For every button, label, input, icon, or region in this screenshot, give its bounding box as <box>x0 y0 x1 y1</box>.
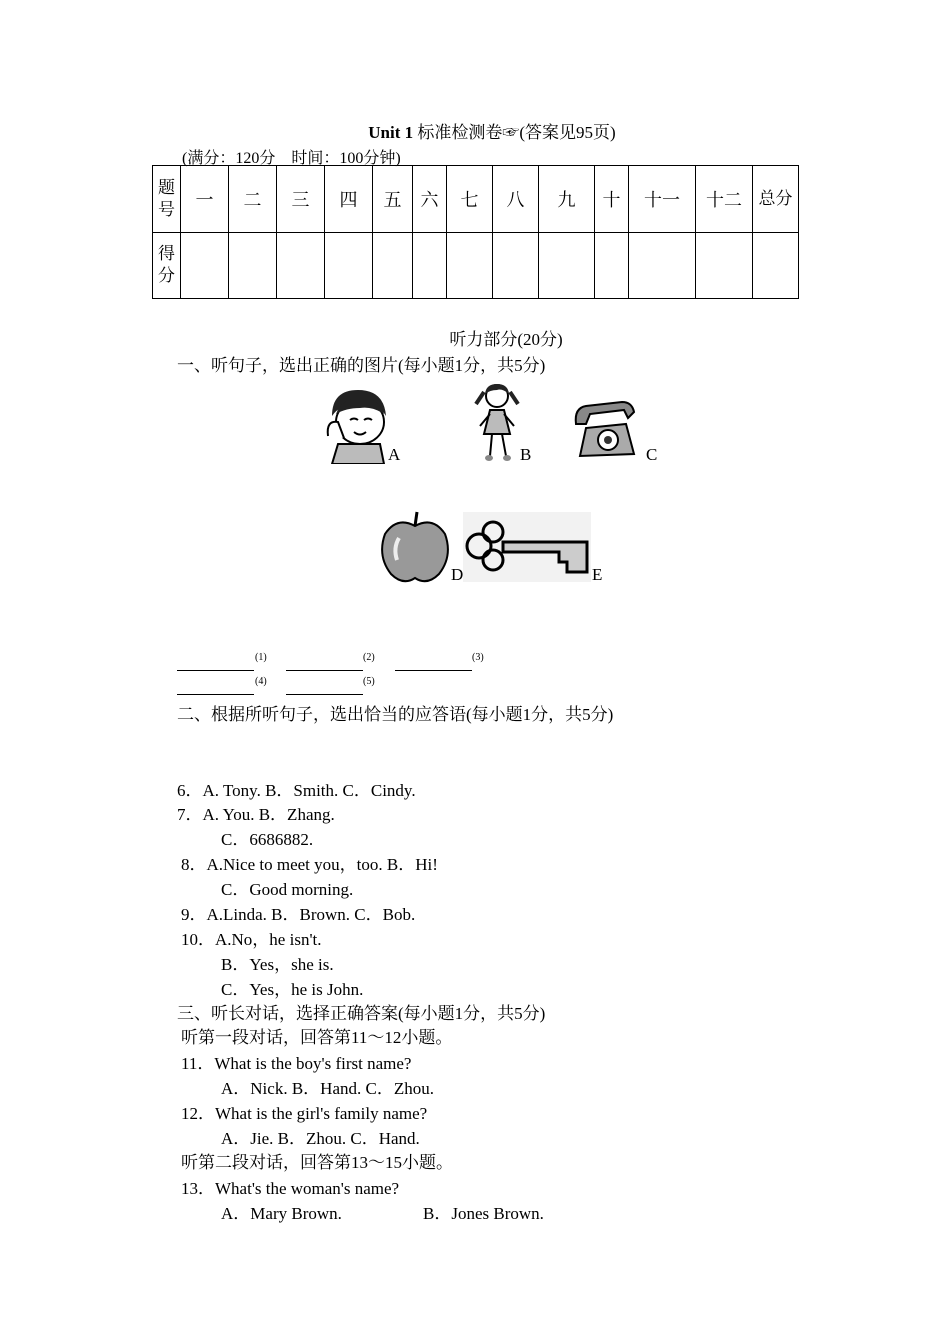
score-cell[interactable] <box>539 232 595 299</box>
question-8: 8．A.Nice to meet you，too. B．Hi! <box>181 855 438 874</box>
picture-a <box>322 386 394 469</box>
question-10-option-c: C．Yes，he is John. <box>221 980 364 999</box>
part3-heading: 三、听长对话，选择正确答案(每小题1分，共5分) <box>177 1004 546 1023</box>
blank-number: (2) <box>363 652 375 663</box>
answer-blank[interactable] <box>286 652 363 671</box>
score-table <box>152 165 799 299</box>
dialogue-2-instruction: 听第二段对话，回答第13～15小题。 <box>181 1153 453 1172</box>
answer-blank[interactable] <box>286 676 363 695</box>
question-12: 12．What is the girl's family name? <box>181 1104 428 1123</box>
score-cell[interactable] <box>447 232 493 299</box>
girl-icon <box>472 382 522 464</box>
question-11-options: A．Nick. B．Hand. C．Zhou. <box>221 1079 434 1098</box>
part1-heading: 一、听句子，选出正确的图片(每小题1分，共5分) <box>177 356 546 375</box>
picture-d <box>377 508 453 589</box>
question-7: 7．A. You. B．Zhang. <box>177 805 335 824</box>
score-cell[interactable] <box>696 232 753 299</box>
picture-a-letter: A <box>388 445 401 464</box>
question-12-options: A．Jie. B．Zhou. C．Hand. <box>221 1129 420 1148</box>
col-header-total: 总分 <box>753 166 799 233</box>
telephone-icon <box>572 398 640 460</box>
col-header: 一 <box>181 166 229 233</box>
col-header: 四 <box>325 166 373 233</box>
boy-touching-face-icon <box>322 386 394 464</box>
score-cell[interactable] <box>753 232 799 299</box>
score-cell[interactable] <box>229 232 277 299</box>
blank-number: (5) <box>363 676 375 687</box>
exam-meta: (满分：120分 时间：100分钟) <box>182 150 401 167</box>
apple-icon <box>377 508 453 584</box>
picture-d-letter: D <box>451 565 464 584</box>
blank-number: (3) <box>472 652 484 663</box>
question-10: 10．A.No，he isn't. <box>181 930 322 949</box>
question-9: 9．A.Linda. B．Brown. C．Bob. <box>181 905 416 924</box>
question-13-option-b: B．Jones Brown. <box>423 1204 544 1223</box>
listening-section-title: 听力部分(20分) <box>449 330 563 349</box>
score-cell[interactable] <box>629 232 696 299</box>
title-unit: Unit 1 <box>368 123 414 142</box>
answer-blank[interactable] <box>177 652 254 671</box>
col-header: 十二 <box>696 166 753 233</box>
title-rest: 标准检测卷☞(答案见95页) <box>417 123 616 142</box>
col-header: 十一 <box>629 166 696 233</box>
picture-e-letter: E <box>592 565 603 584</box>
col-header: 八 <box>493 166 539 233</box>
picture-c-letter: C <box>646 445 658 464</box>
answer-blank[interactable] <box>395 652 472 671</box>
question-13: 13．What's the woman's name? <box>181 1179 400 1198</box>
col-header: 二 <box>229 166 277 233</box>
col-header: 六 <box>413 166 447 233</box>
score-cell[interactable] <box>181 232 229 299</box>
score-header-row <box>153 166 799 233</box>
question-8-option-c: C．Good morning. <box>221 880 354 899</box>
score-row <box>153 232 799 299</box>
col-header: 七 <box>447 166 493 233</box>
key-icon <box>463 512 591 582</box>
answer-blank[interactable] <box>177 676 254 695</box>
question-13-option-a: A．Mary Brown. <box>221 1204 342 1223</box>
score-cell[interactable] <box>325 232 373 299</box>
row-label-score: 得分 <box>153 232 181 299</box>
part2-heading: 二、根据所听句子，选出恰当的应答语(每小题1分，共5分) <box>177 705 614 724</box>
picture-b-letter: B <box>520 445 532 464</box>
dialogue-1-instruction: 听第一段对话，回答第11～12小题。 <box>181 1028 453 1047</box>
picture-b <box>472 382 522 469</box>
page-title <box>0 118 950 143</box>
col-header: 三 <box>277 166 325 233</box>
col-header: 五 <box>373 166 413 233</box>
col-header: 十 <box>595 166 629 233</box>
score-cell[interactable] <box>493 232 539 299</box>
row-label-question: 题号 <box>153 166 181 233</box>
score-cell[interactable] <box>595 232 629 299</box>
col-header: 九 <box>539 166 595 233</box>
question-11: 11．What is the boy's first name? <box>181 1054 412 1073</box>
score-cell[interactable] <box>413 232 447 299</box>
blank-number: (4) <box>255 676 267 687</box>
question-6: 6．A. Tony. B．Smith. C．Cindy. <box>177 781 416 800</box>
question-10-option-b: B．Yes，she is. <box>221 955 334 974</box>
score-cell[interactable] <box>373 232 413 299</box>
picture-c <box>572 398 640 465</box>
blank-number: (1) <box>255 652 267 663</box>
picture-e <box>463 512 591 587</box>
question-7-option-c: C．6686882. <box>221 830 314 849</box>
score-cell[interactable] <box>277 232 325 299</box>
